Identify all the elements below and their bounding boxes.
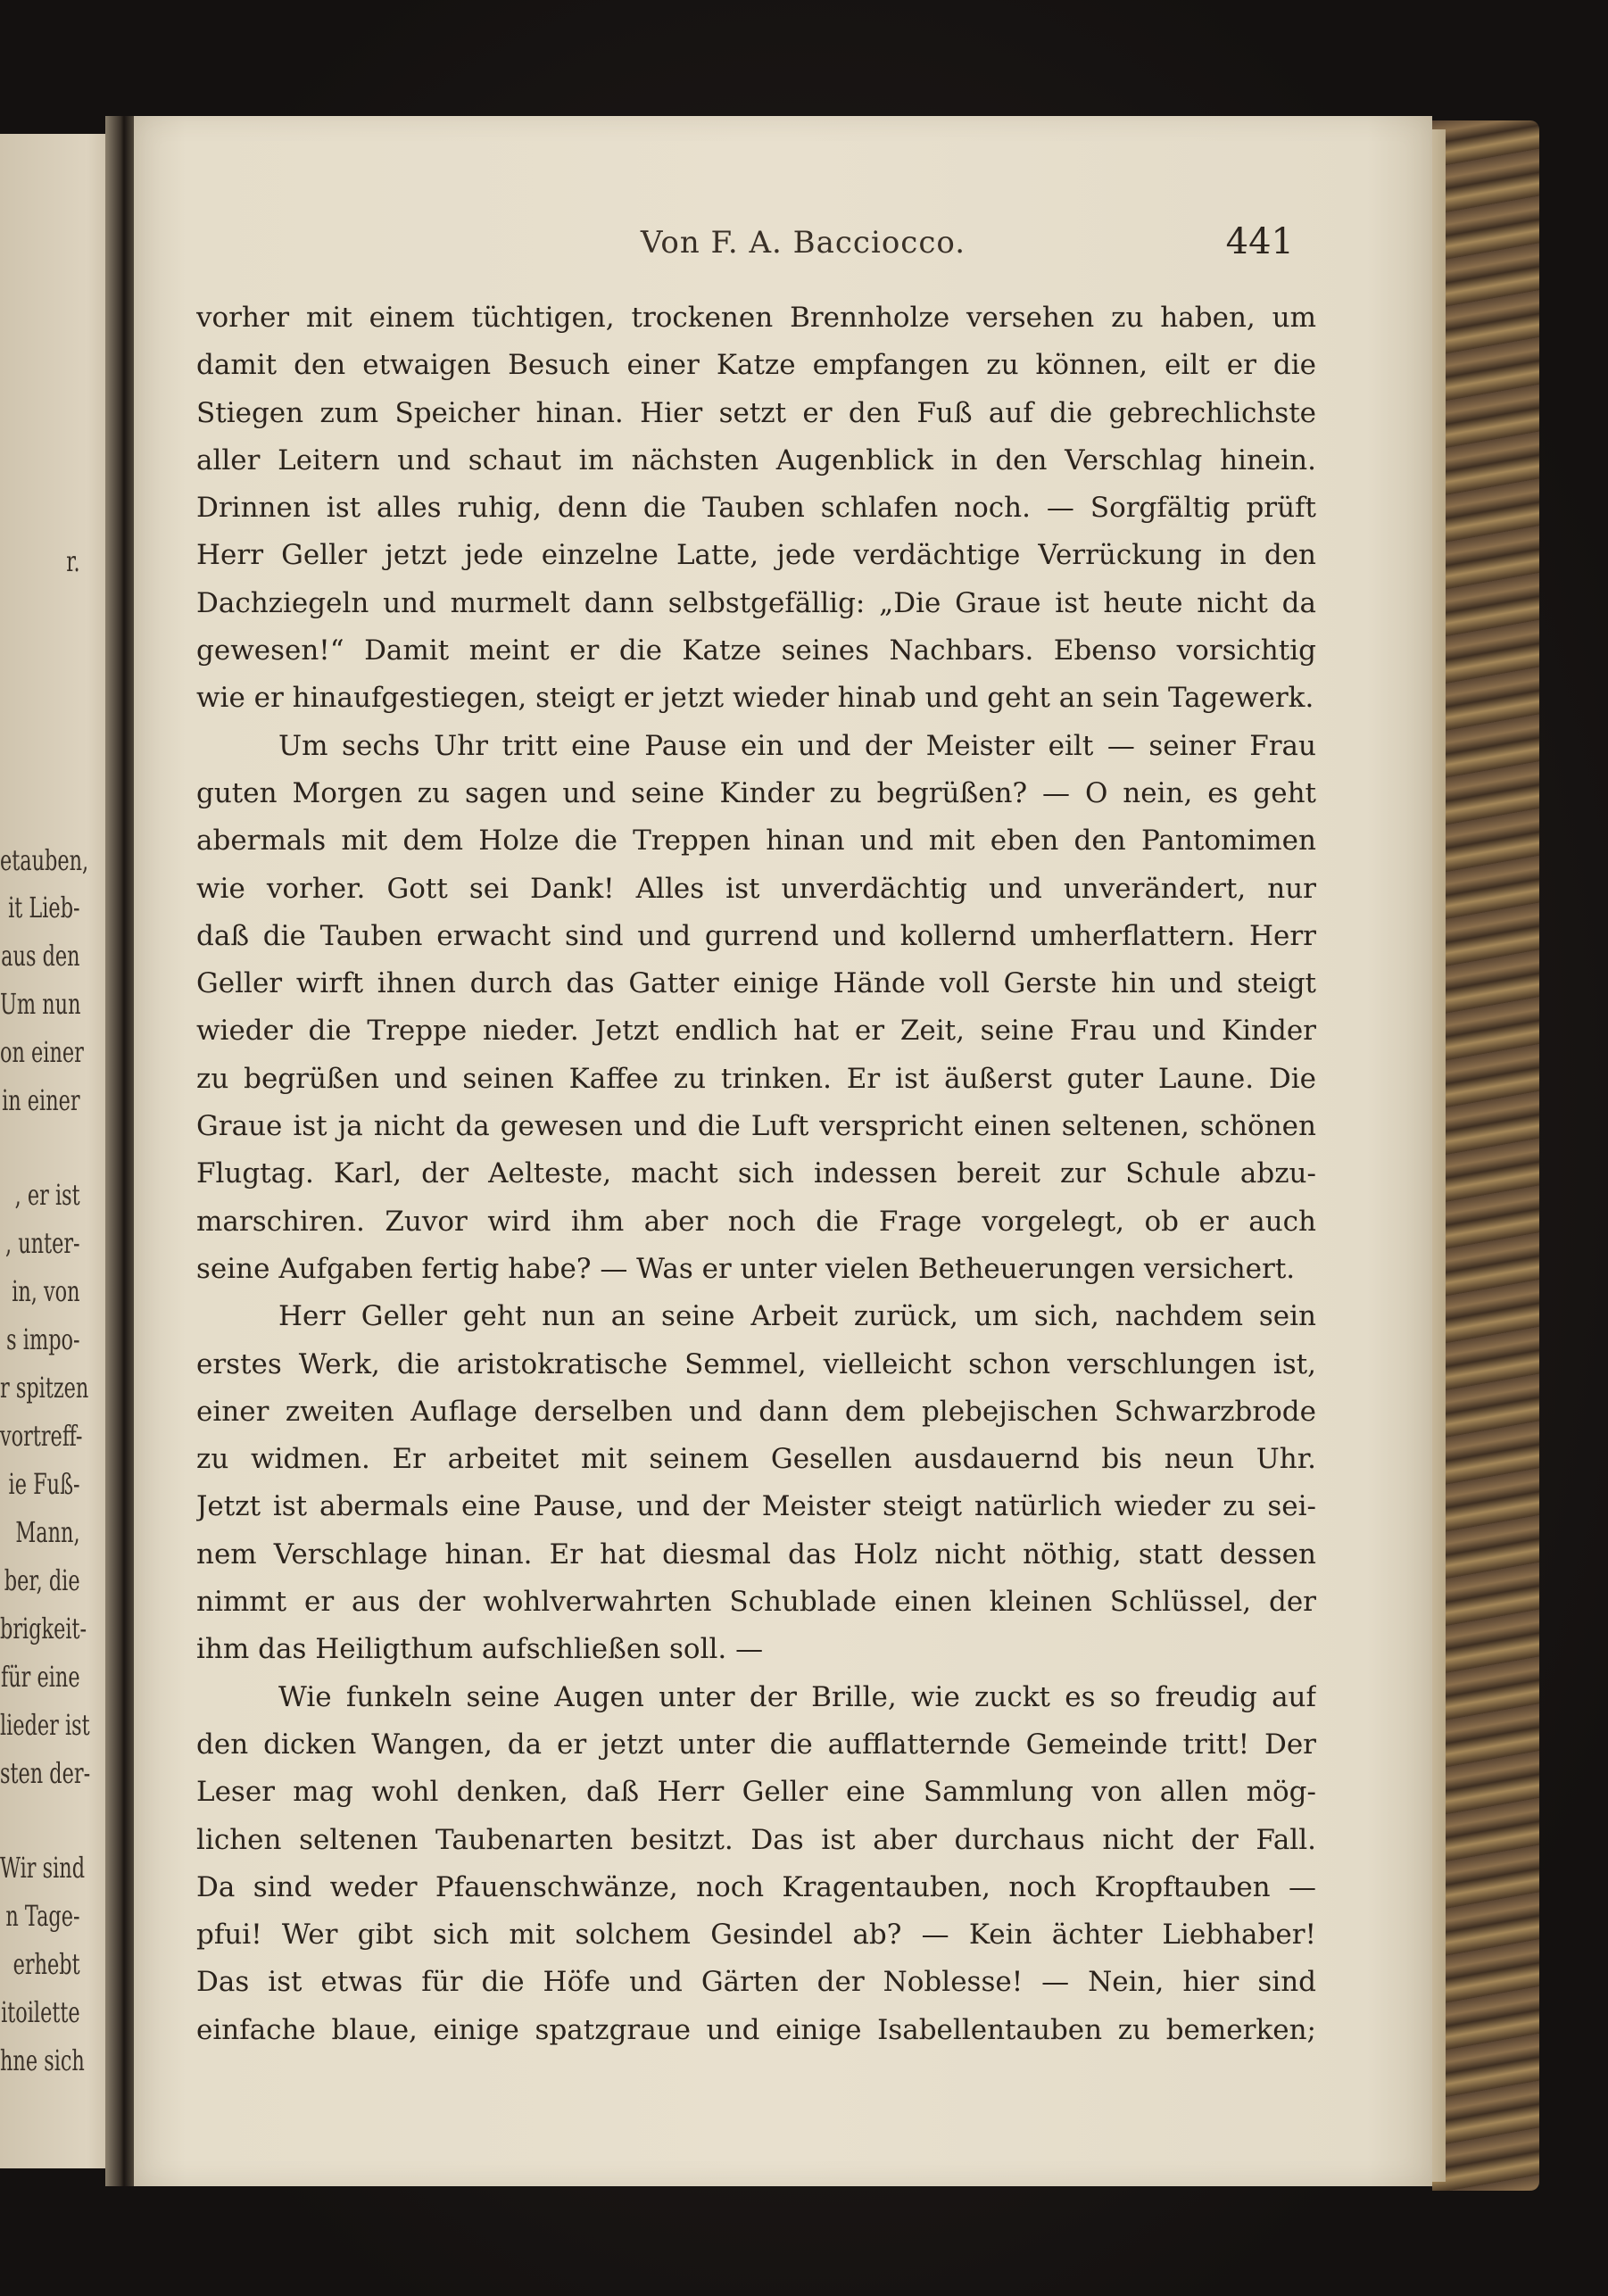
text-line: pfui! Wer gibt sich mit solchem Gesindel ab? — Kein ächter Liebhaber! xyxy=(196,1919,1316,1952)
text-line: Flugtag. Karl, der Aelteste, macht sich indessen bereit zur Schule abzu- xyxy=(196,1157,1316,1190)
body-text xyxy=(196,294,1316,2054)
text-line: nimmt er aus der wohlverwahrten Schublade einen kleinen Schlüssel, der xyxy=(196,1586,1316,1619)
left-page-fragment: in, von xyxy=(12,1274,80,1308)
left-page-fragment: brigkeit- xyxy=(0,1612,87,1645)
text-line: Das ist etwas für die Höfe und Gärten der Noblesse! — Nein, hier sind xyxy=(196,1966,1316,1999)
paragraph-first-line: Wie funkeln seine Augen unter der Brille, wie zuckt es so freudig auf xyxy=(278,1680,1316,1713)
right-page xyxy=(134,116,1432,2186)
running-head: Von F. A. Bacciocco. xyxy=(640,225,966,261)
marbled-cover-edge xyxy=(1432,120,1539,2191)
left-page-fragment: ber, die xyxy=(4,1563,80,1597)
text-line: einer zweiten Auflage derselben und dann dem plebejischen Schwarzbrode xyxy=(196,1395,1316,1428)
left-page-fragment: Wir sind xyxy=(0,1851,86,1885)
text-line: guten Morgen zu sagen und seine Kinder zu begrüßen? — O nein, es geht xyxy=(196,776,1316,809)
text-line: Graue ist ja nicht da gewesen und die Luft verspricht einen seltenen, schönen xyxy=(196,1110,1316,1143)
text-line: nem Verschlage hinan. Er hat diesmal das Holz nicht nöthig, statt dessen xyxy=(196,1538,1316,1571)
text-line: marschiren. Zuvor wird ihm aber noch die Frage vorgelegt, ob er auch xyxy=(196,1205,1316,1238)
left-page-fragment: lieder ist xyxy=(0,1708,90,1742)
left-page-fragment: Mann, xyxy=(15,1515,80,1549)
text-line: zu widmen. Er arbeitet mit seinem Gesellen ausdauernd bis neun Uhr. xyxy=(196,1443,1316,1476)
text-line: Geller wirft ihnen durch das Gatter einige Hände voll Gerste hin und steigt xyxy=(196,967,1316,1000)
left-page-fragment: it Lieb- xyxy=(8,891,80,924)
text-line: Da sind weder Pfauenschwänze, noch Kragentauben, noch Kropftauben — xyxy=(196,1870,1316,1903)
text-line: abermals mit dem Holze die Treppen hinan und mit eben den Pantomimen xyxy=(196,825,1316,858)
left-page-fragment: , er ist xyxy=(14,1178,80,1212)
left-page-fragment: vortreff- xyxy=(0,1419,83,1453)
text-line: Jetzt ist abermals eine Pause, und der Meister steigt natürlich wieder zu sei- xyxy=(196,1490,1316,1523)
text-line: wieder die Treppe nieder. Jetzt endlich hat er Zeit, seine Frau und Kinder xyxy=(196,1015,1316,1048)
left-page-fragment: n Tage- xyxy=(5,1899,80,1933)
left-page-fragment: , unter- xyxy=(4,1226,80,1260)
left-page-fragment: sten der- xyxy=(0,1756,91,1790)
text-line: Stiegen zum Speicher hinan. Hier setzt er den Fuß auf die gebrechlichste xyxy=(196,396,1316,429)
left-page-fragment: ie Fuß- xyxy=(8,1467,80,1501)
text-line: lichen seltenen Taubenarten besitzt. Das ist aber durchaus nicht der Fall. xyxy=(196,1823,1316,1856)
left-page-fragment: Um nun xyxy=(0,987,81,1021)
text-line: daß die Tauben erwacht sind und gurrend und kollernd umherflattern. Herr xyxy=(196,919,1316,952)
text-line: wie vorher. Gott sei Dank! Alles ist unverdächtig und unverändert, nur xyxy=(196,872,1316,905)
paragraph-first-line: Um sechs Uhr tritt eine Pause ein und der Meister eilt — seiner Frau xyxy=(278,729,1316,762)
left-page-fragment: r spitzen xyxy=(0,1371,89,1405)
text-line: erstes Werk, die aristokratische Semmel, vielleicht schon verschlungen ist, xyxy=(196,1347,1316,1380)
left-page-fragment: aus den xyxy=(1,939,80,973)
text-line: Herr Geller jetzt jede einzelne Latte, jede verdächtige Verrückung in den xyxy=(196,539,1316,572)
left-page-fragment: hne sich xyxy=(0,2043,85,2077)
page-number: 441 xyxy=(1225,221,1294,262)
left-page-fragment: etauben, xyxy=(0,843,89,877)
text-line: zu begrüßen und seinen Kaffee zu trinken. Er ist äußerst guter Laune. Die xyxy=(196,1062,1316,1095)
left-page-fragment: erhebt xyxy=(12,1947,80,1981)
text-line: Drinnen ist alles ruhig, denn die Tauben schlafen noch. — Sorgfältig prüft xyxy=(196,492,1316,525)
text-line: Leser mag wohl denken, daß Herr Geller eine Sammlung von allen mög- xyxy=(196,1776,1316,1809)
text-line: wie er hinaufgestiegen, steigt er jetzt wieder hinab und geht an sein Tagewerk. xyxy=(196,682,1314,715)
left-page-fragment: on einer xyxy=(0,1035,84,1069)
text-line: gewesen!“ Damit meint er die Katze seines Nachbars. Ebenso vorsichtig xyxy=(196,634,1316,667)
page-header xyxy=(134,221,1432,278)
paragraph-first-line: Herr Geller geht nun an seine Arbeit zurück, um sich, nachdem sein xyxy=(278,1300,1316,1333)
left-page-fragment: itoilette xyxy=(1,1995,80,2029)
text-line: vorher mit einem tüchtigen, trockenen Brennholze versehen zu haben, um xyxy=(196,302,1316,334)
left-page-fragment: für eine xyxy=(0,1660,80,1694)
left-page-fragment: s impo- xyxy=(6,1322,80,1356)
text-line: seine Aufgaben fertig habe? — Was er unter vielen Betheuerungen versichert. xyxy=(196,1252,1296,1285)
text-line: den dicken Wangen, da er jetzt unter die aufflatternde Gemeinde tritt! Der xyxy=(196,1728,1316,1761)
text-line: damit den etwaigen Besuch einer Katze empfangen zu können, eilt er die xyxy=(196,349,1316,382)
text-line: aller Leitern und schaut im nächsten Augenblick in den Verschlag hinein. xyxy=(196,443,1316,477)
text-line: ihm das Heiligthum aufschließen soll. — xyxy=(196,1633,764,1666)
text-line: Dachziegeln und murmelt dann selbstgefällig: „Die Graue ist heute nicht da xyxy=(196,586,1316,619)
left-page-fragment: r. xyxy=(66,544,80,578)
left-page-fragment: in einer xyxy=(2,1083,80,1117)
text-line: einfache blaue, einige spatzgraue und einige Isabellentauben zu bemerken; xyxy=(196,2013,1316,2046)
